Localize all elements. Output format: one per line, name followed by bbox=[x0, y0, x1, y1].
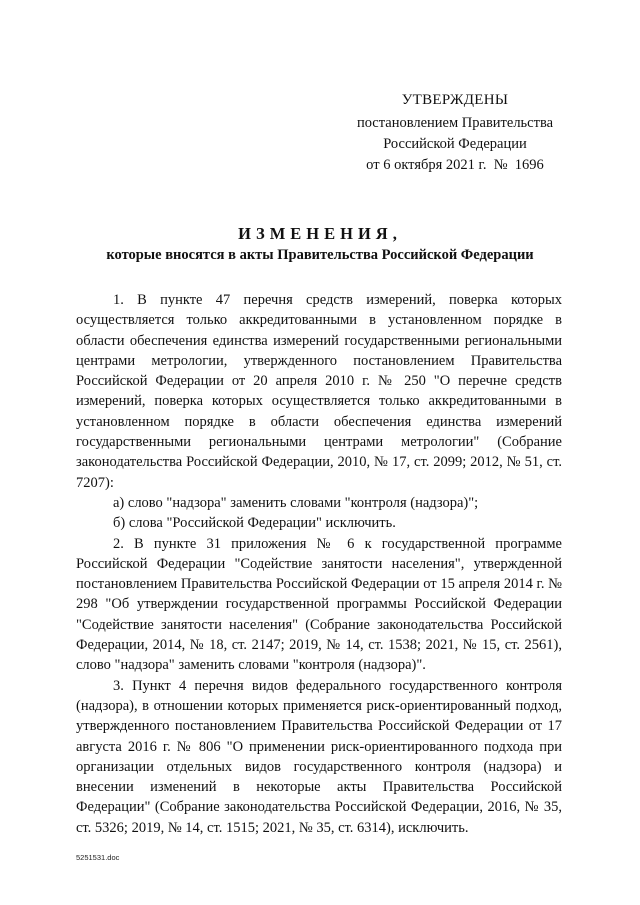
document-body bbox=[76, 290, 562, 838]
paragraph-1b: б) слова "Российской Федерации" исключить. bbox=[113, 515, 396, 532]
document-title: ИЗМЕНЕНИЯ, bbox=[238, 224, 402, 243]
document-subtitle: которые вносятся в акты Правительства Российской Федерации bbox=[106, 247, 534, 263]
approval-stamp: УТВЕРЖДЕНЫ bbox=[401, 92, 509, 108]
paragraph-2: 2. В пункте 31 приложения № 6 к государственной программе Российской Федерации "Содействие занятости населения", утвержденной постановлением Правительства Российской Федерации от 15 апреля 2014 г. № 298 "Об утверждении государственной программы Российской Федерации "Содействие занятости населения" (Собрание законодательства Российской Федерации, 2014, № 18, ст. 2147; 2019, № 14, ст. 1538; 2021, № 15, ст. 2561), слово "надзора" заменить словами "контроля (надзора)". bbox=[76, 535, 562, 674]
paragraph-3: 3. Пункт 4 перечня видов федерального государственного контроля (надзора), в отношении которых применяется риск-ориентированный подход, утвержденного постановлением Правительства Российской Федерации от 17 августа 2016 г. № 806 "О применении риск-ориентированного подхода при организации отдельных видов государственного контроля (надзора) и внесении изменений в некоторые акты Правительства Российской Федерации" (Собрание законодательства Российской Федерации, 2016, № 35, ст. 5326; 2019, № 14, ст. 1515; 2021, № 35, ст. 6314), исключить. bbox=[76, 677, 562, 836]
approval-block bbox=[340, 90, 570, 176]
approval-line-1: постановлением Правительства bbox=[356, 115, 554, 131]
approval-line-3: от 6 октября 2021 г. № 1696 bbox=[366, 157, 544, 173]
approval-line-2: Российской Федерации bbox=[383, 136, 527, 152]
paragraph-1a: а) слово "надзора" заменить словами "контроля (надзора)"; bbox=[113, 494, 479, 511]
file-name-footer: 5251531.doc bbox=[76, 853, 120, 862]
paragraph-1: 1. В пункте 47 перечня средств измерений, поверка которых осуществляется только аккредитованными в установленном порядке в области обеспечения единства измерений государственными региональными центрами метрологии, утвержденного постановлением Правительства Российской Федерации от 20 апреля 2010 г. № 250 "О перечне средств измерений, поверка которых осуществляется только аккредитованными в установленном порядке в области обеспечения единства измерений государственными региональными центрами метрологии" (Собрание законодательства Российской Федерации, 2010, № 17, ст. 2099; 2012, № 51, ст. 7207): bbox=[76, 292, 562, 491]
